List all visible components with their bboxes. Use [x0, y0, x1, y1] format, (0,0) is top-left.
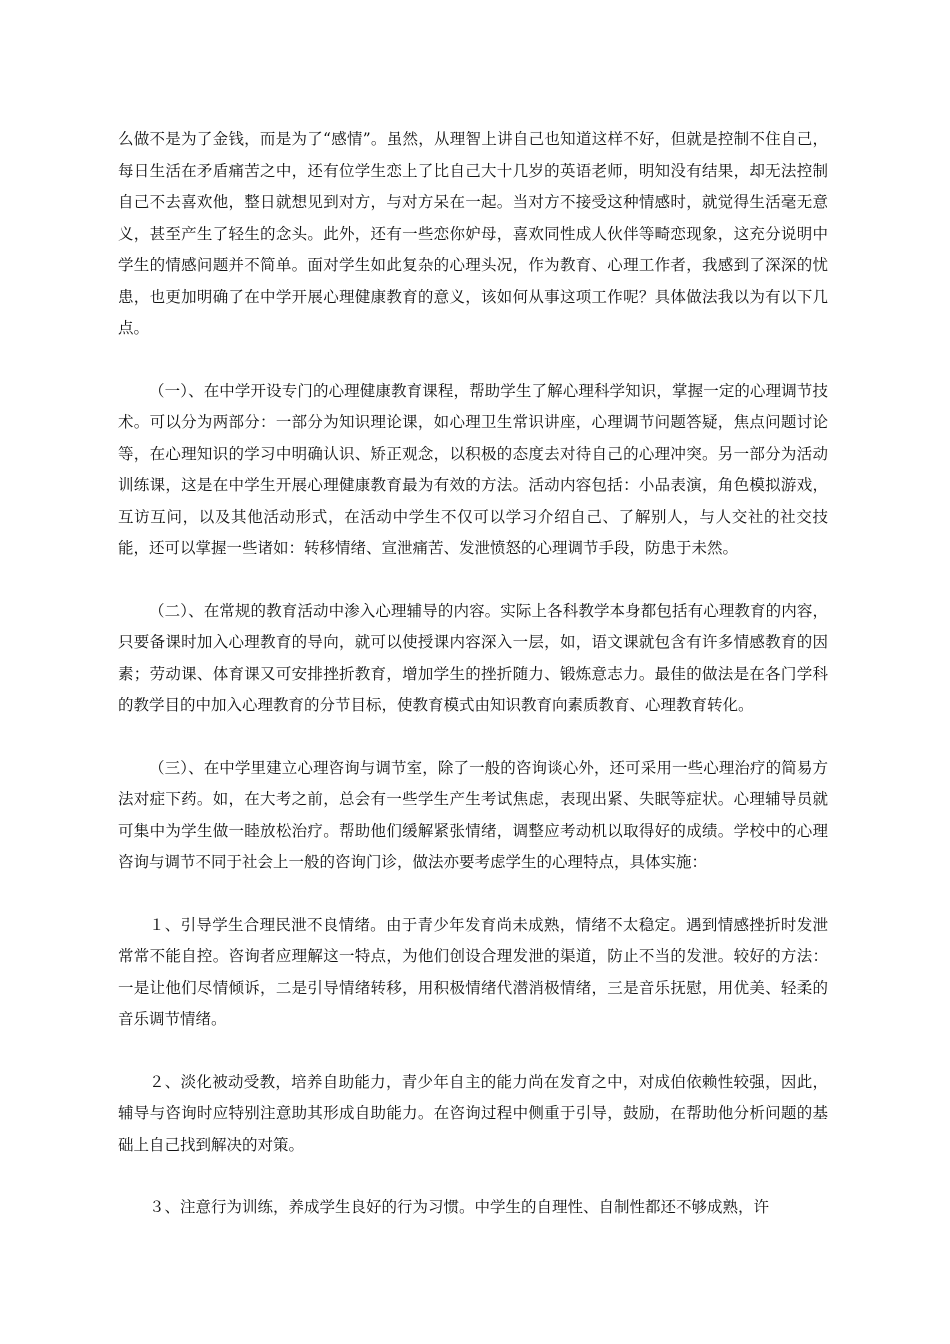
paragraph-point-two: （二）、在常规的教育活动中渗入心理辅导的内容。实际上各科教学本身都包括有心理教育的内容，只要备课时加入心理教育的导向，就可以使授课内容深入一层，如，语文课就包含有许多情感教育的因素；劳动课、体育课又可安排挫折教育，增加学生的挫折随力、锻炼意志力。最佳的做法是在各门学科的教学目的中加入心理教育的分节目标，使教育模式由知识教育向素质教育、心理教育转化。	[118, 601, 828, 714]
document-body	[118, 124, 828, 1224]
paragraph-sub-point-1: １、引导学生合理民泄不良情绪。由于青少年发育尚未成熟，情绪不太稳定。遇到情感挫折时发泄常常不能自控。咨询者应理解这一特点，为他们创设合理发泄的渠道，防止不当的发泄。较好的方法：一是让他们尽情倾诉，二是引导情绪转移，用积极情绪代潜消极情绪，三是音乐抚慰，用优美、轻柔的音乐调节情绪。	[118, 915, 828, 1028]
paragraph-sub-point-2: ２、淡化被动受教，培养自助能力，青少年自主的能力尚在发育之中，对成伯依赖性较强，因此，辅导与咨询时应特别注意助其形成自助能力。在咨询过程中侧重于引导，鼓励，在帮助他分析问题的基础上自己找到解决的对策。	[118, 1072, 828, 1154]
paragraph-point-three: （三）、在中学里建立心理咨询与调节室，除了一般的咨询谈心外，还可采用一些心理治疗的简易方法对症下药。如，在大考之前，总会有一些学生产生考试焦虑，表现出紧、失眠等症状。心理辅导员就可集中为学生做一睦放松治疗。帮助他们缓解紧张情绪，调整应考动机以取得好的成绩。学校中的心理咨询与调节不同于社会上一般的咨询门诊，做法亦要考虑学生的心理特点，具体实施：	[118, 758, 828, 871]
paragraph-intro-continuation: 么做不是为了金钱，而是为了“感情”。虽然，从理智上讲自己也知道这样不好，但就是控制不住自己，每日生活在矛盾痛苦之中，还有位学生恋上了比自己大十几岁的英语老师，明知没有结果，却无法控制自己不去喜欢他，整日就想见到对方，与对方呆在一起。当对方不接受这种情感时，就觉得生活毫无意义，甚至产生了轻生的念头。此外，还有一些恋你妒母，喜欢同性成人伙伴等畸恋现象，这充分说明中学生的情感问题并不简单。面对学生如此复杂的心理头况，作为教育、心理工作者，我感到了深深的忧患，也更加明确了在中学开展心理健康教育的意义，该如何从事这项工作呢？具体做法我以为有以下几点。	[118, 130, 828, 337]
paragraph-sub-point-3: ３、注意行为训练，养成学生良好的行为习惯。中学生的自理性、自制性都还不够成熟，许	[149, 1198, 770, 1216]
paragraph-point-one: （一）、在中学开设专门的心理健康教育课程，帮助学生了解心理科学知识，掌握一定的心理调节技术。可以分为两部分：一部分为知识理论课，如心理卫生常识讲座，心理调节问题答疑，焦点问题讨论等，在心理知识的学习中明确认识、矫正观念，以积极的态度去对待自己的心理冲突。另一部分为活动训练课，这是在中学生开展心理健康教育最为有效的方法。活动内容包括：小品表演，角色模拟游戏，互访互问，以及其他活动形式，在活动中学生不仅可以学习介绍自己、了解别人，与人交社的社交技能，还可以掌握一些诸如：转移情绪、宣泄痛苦、发泄愤怒的心理调节手段，防患于未然。	[118, 381, 828, 557]
